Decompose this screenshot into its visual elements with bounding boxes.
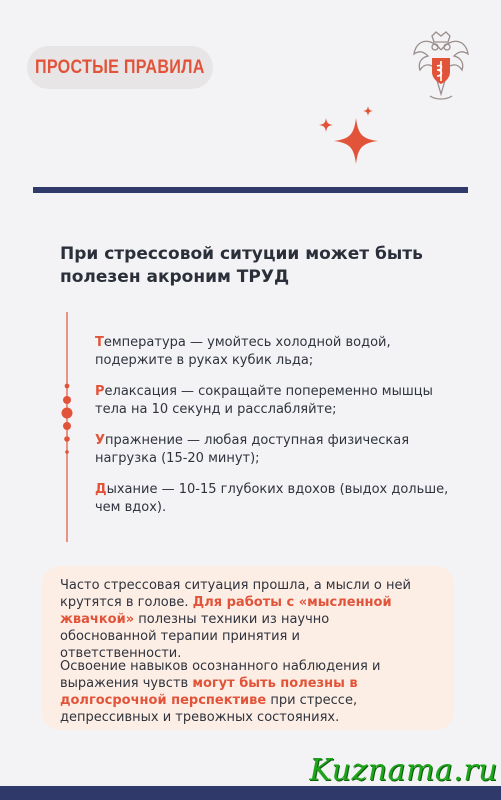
note-highlight: Для работы с «мысленной жвачкой» [60, 595, 392, 627]
item-initial: Р [95, 384, 105, 399]
coat-of-arms-emblem-icon [410, 30, 472, 102]
header-divider [33, 187, 468, 193]
note-highlight: могут быть полезны в долгосрочной перспективе [60, 676, 358, 708]
rules-badge [27, 46, 213, 89]
note-text: полезны техники из научно обоснованной терапии принятия и ответственности. [60, 612, 330, 661]
note-paragraph-1 [60, 577, 420, 662]
item-text: ыхание — 10-15 глубоких вдохов (выдох дольше, чем вдох). [95, 482, 449, 515]
note-text: Освоение навыков осознанного наблюдения и выражения чувств [60, 659, 381, 691]
note-text: Часто стрессовая ситуация прошла, а мысли о ней крутятся в голове. [60, 578, 411, 610]
watermark [308, 744, 498, 788]
item-initial: Т [95, 335, 104, 350]
badge-label: ПРОСТЫЕ ПРАВИЛА [35, 56, 205, 78]
item-initial: У [95, 433, 106, 448]
info-note-box [42, 566, 454, 730]
item-text: пражнение — любая доступная физическая нагрузка (15-20 минут); [95, 433, 410, 466]
note-paragraph-2 [60, 658, 420, 726]
acronym-list [95, 334, 455, 530]
note-text: при стрессе, депрессивных и тревожных состояниях. [60, 693, 358, 725]
item-text: емпература — умойтесь холодной водой, подержите в руках кубик льда; [95, 335, 391, 368]
sparkle-stars-icon [316, 106, 386, 168]
list-item-relaxation [95, 383, 455, 419]
list-item-temperature [95, 334, 455, 370]
list-item-breathing [95, 481, 455, 517]
list-item-exercise [95, 432, 455, 468]
timeline-decoration [55, 312, 79, 542]
item-initial: Д [95, 482, 107, 497]
item-text: елаксация — сокращайте попеременно мышцы тела на 10 секунд и расслабляйте; [95, 384, 433, 417]
footer-bar [0, 786, 501, 800]
watermark-text: Kuznama.ru [309, 753, 498, 788]
page-title: При стрессовой ситуции может быть полезен акроним ТРУД [60, 244, 423, 287]
